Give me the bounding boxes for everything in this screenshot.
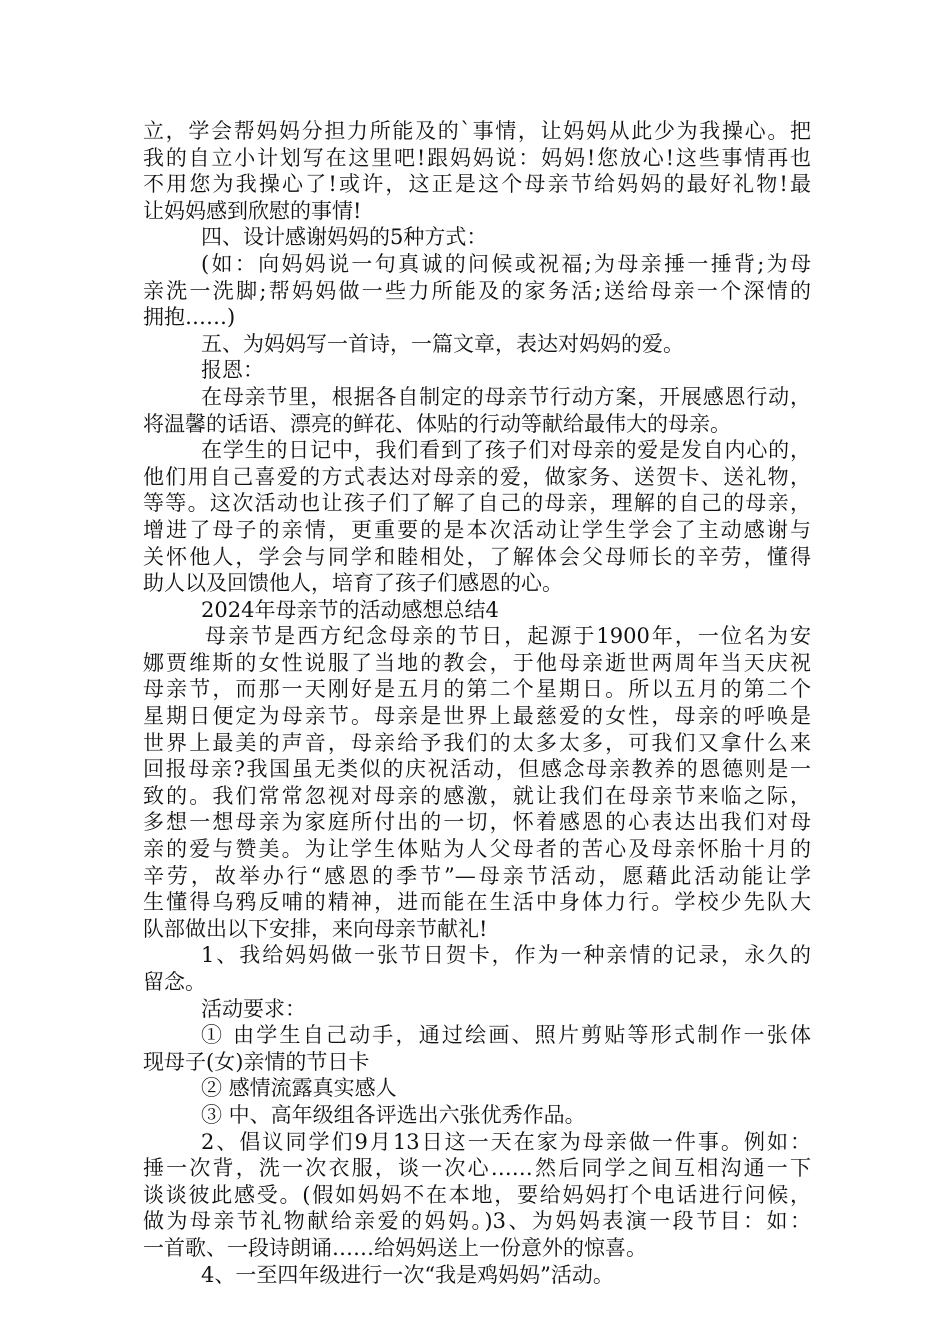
text-line: 母亲节，而那一天刚好是五月的第二个星期日。所以五月的第二个 bbox=[143, 677, 811, 702]
text-line: 多想一想母亲为家庭所付出的一切，怀着感恩的心表达出我们对母 bbox=[143, 810, 811, 835]
text-line: 等等。这次活动也让孩子们了解了自己的母亲，理解的自己的母亲， bbox=[143, 491, 811, 516]
section-heading: 五、为妈妈写一首诗，一篇文章，表达对妈妈的爱。 bbox=[201, 331, 684, 356]
text-line: 母亲节是西方纪念母亲的节日，起源于1900年，一位名为安 bbox=[205, 624, 811, 649]
text-line: 增进了母子的亲情，更重要的是本次活动让学生学会了主动感谢与 bbox=[143, 517, 811, 542]
text-line: 让妈妈感到欣慰的事情! bbox=[143, 198, 362, 223]
text-line: (如：向妈妈说一句真诚的问候或祝福;为母亲捶一捶背;为母 bbox=[201, 251, 811, 276]
text-line: 一首歌、一段诗朗诵……给妈妈送上一份意外的惊喜。 bbox=[143, 1235, 647, 1260]
text-line: 世界上最美的声音，母亲给予我们的太多太多，可我们又拿什么来 bbox=[143, 730, 811, 755]
text-line: 亲洗一洗脚;帮妈妈做一些力所能及的家务活;送给母亲一个深情的 bbox=[143, 278, 811, 303]
document-body bbox=[143, 118, 811, 1288]
section-heading: 四、设计感谢妈妈的5种方式： bbox=[201, 225, 488, 250]
text-line: 助人以及回馈他人，培育了孩子们感恩的心。 bbox=[143, 571, 563, 596]
text-line: 不用您为我操心了!或许，这正是这个母亲节给妈妈的最好礼物!最 bbox=[143, 172, 811, 197]
text-line: 致的。我们常常忽视对母亲的感激，就让我们在母亲节来临之际， bbox=[143, 783, 811, 808]
text-line: 拥抱……) bbox=[143, 305, 236, 330]
text-line: 回报母亲?我国虽无类似的庆祝活动，但感念母亲教养的恩德则是一 bbox=[143, 757, 811, 782]
section-heading: 活动要求： bbox=[201, 996, 306, 1021]
section-title: 2024年母亲节的活动感想总结4 bbox=[201, 597, 499, 622]
section-heading: 报恩： bbox=[201, 358, 264, 383]
list-item: ① 由学生自己动手，通过绘画、照片剪贴等形式制作一张体 bbox=[201, 1023, 811, 1048]
text-line: 娜贾维斯的女性说服了当地的教会，于他母亲逝世两周年当天庆祝 bbox=[143, 650, 811, 675]
text-line: 队部做出以下安排，来向母亲节献礼! bbox=[143, 916, 488, 941]
text-line: 在学生的日记中，我们看到了孩子们对母亲的爱是发自内心的， bbox=[201, 438, 811, 463]
text-line: 我的自立小计划写在这里吧!跟妈妈说：妈妈!您放心!这些事情再也 bbox=[143, 145, 811, 170]
text-line: 做为母亲节礼物献给亲爱的妈妈。)3、为妈妈表演一段节目：如： bbox=[143, 1209, 811, 1234]
text-line: 1、我给妈妈做一张节日贺卡，作为一种亲情的记录，永久的 bbox=[201, 943, 811, 968]
list-item: ③ 中、高年级组各评选出六张优秀作品。 bbox=[201, 1102, 586, 1127]
text-line: 亲的爱与赞美。为让学生体贴为人父母者的苦心及母亲怀胎十月的 bbox=[143, 837, 811, 862]
text-line: 他们用自己喜爱的方式表达对母亲的爱，做家务、送贺卡、送礼物， bbox=[143, 464, 811, 489]
text-line: 4、一至四年级进行一次“我是鸡妈妈”活动。 bbox=[201, 1262, 614, 1287]
text-line: 辛劳，故举办行“感恩的季节”—母亲节活动，愿藉此活动能让学 bbox=[143, 863, 811, 888]
text-line: 关怀他人，学会与同学和睦相处，了解体会父母师长的辛劳，懂得 bbox=[143, 544, 811, 569]
text-line: 立，学会帮妈妈分担力所能及的`事情，让妈妈从此少为我操心。把 bbox=[143, 119, 811, 143]
text-line: 现母子(女)亲情的节日卡 bbox=[143, 1049, 370, 1074]
text-line: 留念。 bbox=[143, 970, 206, 994]
text-line: 星期日便定为母亲节。母亲是世界上最慈爱的女性，母亲的呼唤是 bbox=[143, 704, 811, 729]
text-line: 2、倡议同学们9月13日这一天在家为母亲做一件事。例如： bbox=[201, 1129, 811, 1154]
text-line: 生懂得乌鸦反哺的精神，进而能在生活中身体力行。学校少先队大 bbox=[143, 890, 811, 915]
text-line: 捶一次背，洗一次衣服，谈一次心……然后同学之间互相沟通一下 bbox=[143, 1156, 811, 1181]
list-item: ② 感情流露真实感人 bbox=[201, 1076, 397, 1101]
text-line: 谈谈彼此感受。(假如妈妈不在本地，要给妈妈打个电话进行问候， bbox=[143, 1182, 811, 1207]
text-line: 将温馨的话语、漂亮的鲜花、体贴的行动等献给最伟大的母亲。 bbox=[143, 411, 731, 436]
text-line: 在母亲节里，根据各自制定的母亲节行动方案，开展感恩行动， bbox=[201, 384, 811, 409]
